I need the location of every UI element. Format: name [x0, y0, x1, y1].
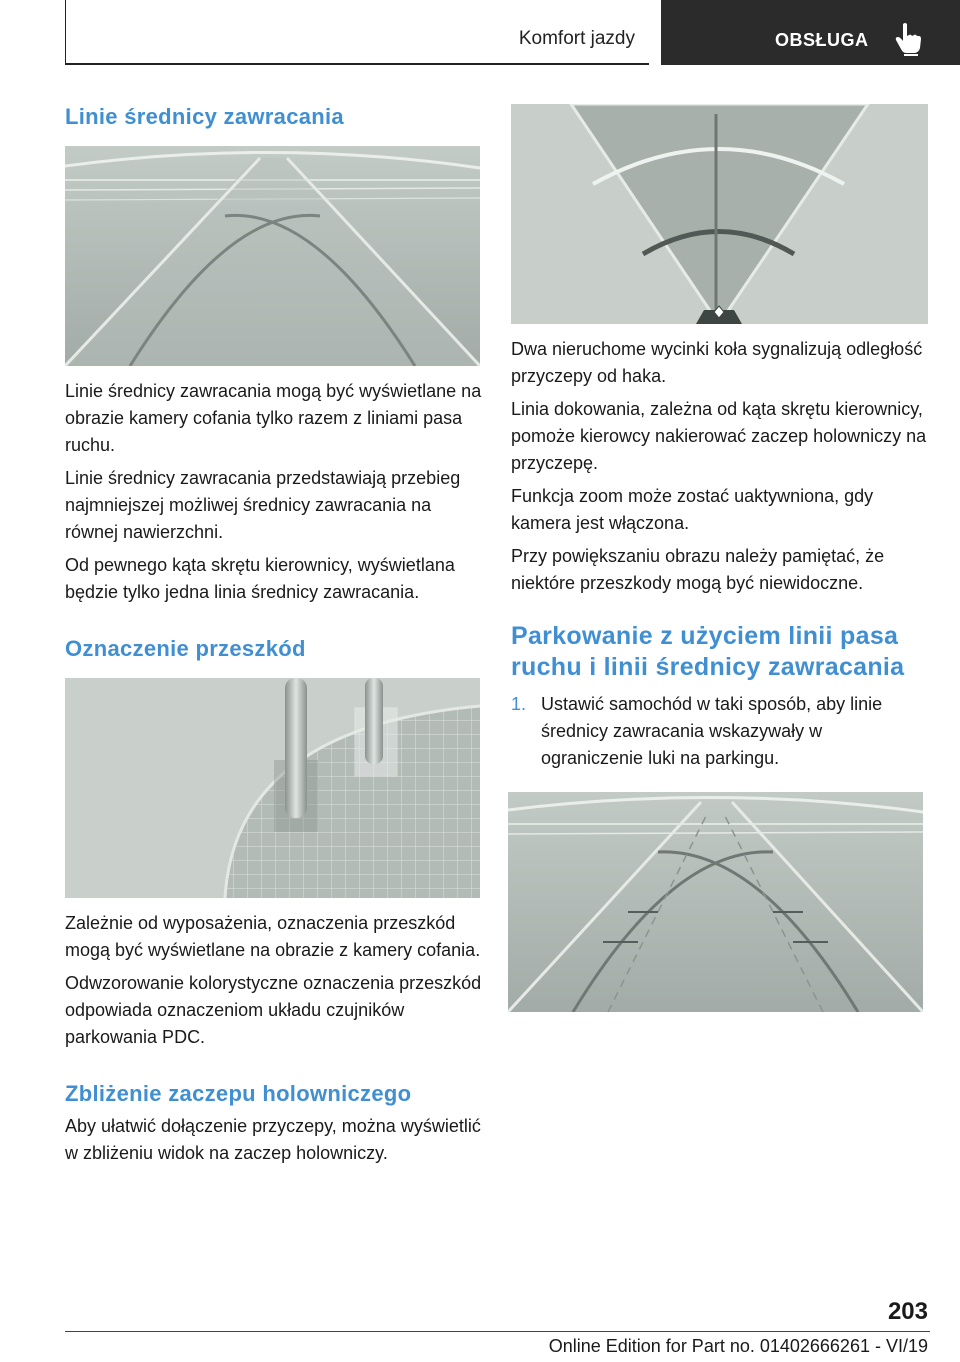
step-number: 1.	[511, 694, 527, 714]
hand-pointer-icon	[893, 22, 923, 56]
section-heading-obstacle-markers: Oznaczenie przeszkód	[65, 636, 306, 661]
figure-parking-lines	[508, 792, 923, 1012]
header-section-title: Komfort jazdy	[518, 28, 635, 49]
figure-turning-lines	[65, 146, 480, 366]
figure-hitch-zoom	[511, 104, 928, 324]
paragraph: Linie średnicy zawracania przedstawiają przebieg najmniejszej możliwej średnicy zawracania na równej nawierzchni.	[65, 468, 461, 542]
right-column	[511, 104, 929, 1012]
paragraph: Linia dokowania, zależna od kąta skrętu kierownicy, pomoże kierowcy nakierować zaczep holowniczy na przyczepę.	[511, 399, 927, 473]
footer-edition: Online Edition for Part no. 01402666261 - VI/19	[548, 1336, 928, 1356]
figure-obstacle-markers	[65, 678, 480, 898]
paragraph: Od pewnego kąta skrętu kierownicy, wyświetlana będzie tylko jedna linia średnicy zawracania.	[65, 555, 455, 602]
paragraph: Dwa nieruchome wycinki koła sygnalizują odległość przyczepy od haka.	[511, 339, 923, 386]
section-heading-parking: Parkowanie z użyciem linii pasa ruchu i linii średnicy zawracania	[511, 622, 905, 681]
header-rule	[65, 63, 649, 65]
left-column	[65, 102, 482, 1173]
section-heading-hitch-zoom: Zbliżenie zaczepu holowniczego	[65, 1081, 412, 1106]
paragraph: Zależnie od wyposażenia, oznaczenia przeszkód mogą być wyświetlane na obrazie z kamery cofania.	[65, 913, 481, 960]
page-number: 203	[887, 1298, 928, 1325]
paragraph: Funkcja zoom może zostać uaktywniona, gdy kamera jest włączona.	[511, 486, 874, 533]
header-chapter-label: OBSŁUGA	[775, 30, 869, 50]
paragraph: Przy powiększaniu obrazu należy pamiętać, że niektóre przeszkody mogą być niewidoczne.	[511, 546, 885, 593]
section-heading-turning-lines: Linie średnicy zawracania	[65, 104, 344, 129]
step-list-item	[511, 691, 929, 772]
header-left-rule	[65, 0, 66, 64]
paragraph: Linie średnicy zawracania mogą być wyświetlane na obrazie kamery cofania tylko razem z liniami pasa ruchu.	[65, 381, 482, 455]
paragraph: Aby ułatwić dołączenie przyczepy, można wyświetlić w zbliżeniu widok na zaczep holowniczy.	[65, 1116, 481, 1163]
footer-rule	[65, 1331, 930, 1332]
paragraph: Odwzorowanie kolorystyczne oznaczenia przeszkód odpowiada oznaczeniom układu czujników parkowania PDC.	[65, 973, 482, 1047]
step-text: Ustawić samochód w taki sposób, aby linie średnicy zawracania wskazywały w ograniczenie luki na parkingu.	[541, 694, 883, 768]
